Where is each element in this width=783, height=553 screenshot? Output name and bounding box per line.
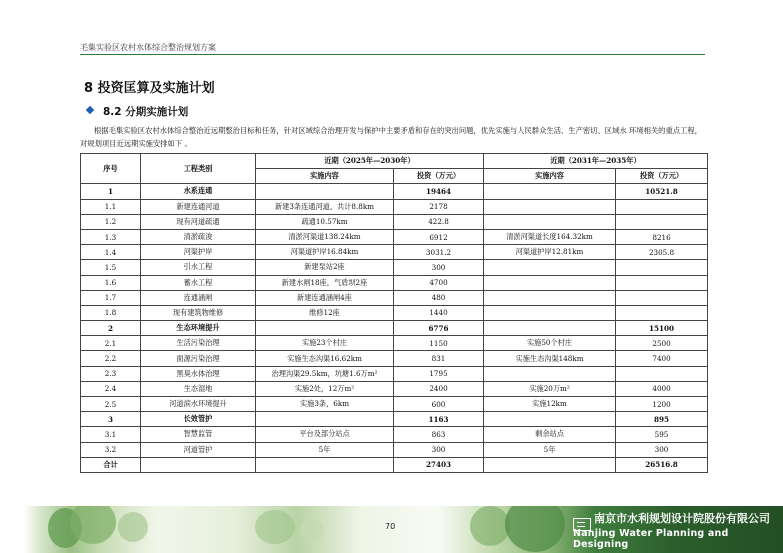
cell-near-content: 实施3条，6km — [256, 397, 394, 412]
cell-far-invest: 300 — [616, 442, 708, 457]
cell-category: 黑臭水体治理 — [141, 366, 256, 381]
cell-far-content — [484, 199, 616, 214]
cell-near-content: 实施23个村庄 — [256, 336, 394, 351]
header-far-invest: 投资（万元） — [616, 169, 708, 184]
cell-no: 2.2 — [81, 351, 141, 366]
table-row — [81, 397, 708, 412]
table-row — [81, 427, 708, 442]
cell-far-invest: 7400 — [616, 351, 708, 366]
cell-far-invest — [616, 366, 708, 381]
cell-far-content — [484, 412, 616, 427]
cell-near-content: 平台及部分站点 — [256, 427, 394, 442]
cell-far-invest: 2500 — [616, 336, 708, 351]
cell-no: 3 — [81, 412, 141, 427]
cell-category: 引水工程 — [141, 260, 256, 275]
cell-far-content: 5年 — [484, 442, 616, 457]
cell-far-invest: 895 — [616, 412, 708, 427]
cell-no: 1.7 — [81, 290, 141, 305]
cell-no: 2 — [81, 321, 141, 336]
company-name-en: Nanjing Water Planning and Designing — [573, 528, 729, 550]
chapter-title: 8 投资匡算及实施计划 — [84, 81, 215, 96]
cell-no: 1.5 — [81, 260, 141, 275]
cell-near-invest: 4700 — [394, 275, 484, 290]
cell-category: 新建连通河道 — [141, 199, 256, 214]
cell-no: 3.1 — [81, 427, 141, 442]
cell-near-invest: 863 — [394, 427, 484, 442]
cell-no: 2.3 — [81, 366, 141, 381]
table-row — [81, 321, 708, 336]
header-near-content: 实施内容 — [256, 169, 394, 184]
cell-category: 连通涵闸 — [141, 290, 256, 305]
cell-far-content — [484, 457, 616, 472]
cell-far-content — [484, 305, 616, 320]
cell-category: 河道滨水环境提升 — [141, 397, 256, 412]
cell-near-invest: 1163 — [394, 412, 484, 427]
cell-no: 2.5 — [81, 397, 141, 412]
cell-no: 1.8 — [81, 305, 141, 320]
cell-far-invest: 595 — [616, 427, 708, 442]
table-row — [81, 336, 708, 351]
cell-no: 1.4 — [81, 245, 141, 260]
cell-near-invest: 19464 — [394, 184, 484, 199]
header-category: 工程类别 — [141, 154, 256, 184]
cell-category: 蓄水工程 — [141, 275, 256, 290]
cell-near-content: 新建3条连通河道，共计8.8km — [256, 199, 394, 214]
cell-near-invest: 1795 — [394, 366, 484, 381]
cell-category: 河渠护岸 — [141, 245, 256, 260]
cell-no: 2.1 — [81, 336, 141, 351]
cell-far-content: 清淤河渠道长度164.32km — [484, 229, 616, 244]
cell-near-content: 治理沟渠29.5km，坑塘1.6万m² — [256, 366, 394, 381]
cell-near-invest: 300 — [394, 442, 484, 457]
intro-paragraph: 根据毛集实验区农村水体综合整治近远期整治目标和任务，针对区域综合治理开发与保护中主要矛盾和存在的突出问题，优先实施与人民群众生活、生产密切、区域水 环境相关的重点工程，对规划项目近远期实施安排如下 。 — [80, 126, 702, 148]
cell-category: 智慧监管 — [141, 427, 256, 442]
table-row — [81, 245, 708, 260]
cell-near-invest: 2178 — [394, 199, 484, 214]
cell-near-invest: 422.8 — [394, 214, 484, 229]
header-near-term: 近期（2025年—2030年） — [256, 154, 484, 169]
cell-far-content — [484, 214, 616, 229]
cell-near-invest: 831 — [394, 351, 484, 366]
cell-no: 合计 — [81, 457, 141, 472]
table-row — [81, 275, 708, 290]
cell-near-content — [256, 184, 394, 199]
cell-near-invest: 3031.2 — [394, 245, 484, 260]
table-row — [81, 412, 708, 427]
cell-category: 河道管护 — [141, 442, 256, 457]
cell-far-invest — [616, 199, 708, 214]
cell-no: 1.6 — [81, 275, 141, 290]
cell-category: 清淤疏浚 — [141, 229, 256, 244]
cell-far-content — [484, 321, 616, 336]
cell-far-content: 实施20万m² — [484, 381, 616, 396]
cell-far-invest: 8216 — [616, 229, 708, 244]
cell-near-content: 实施2处，12万m² — [256, 381, 394, 396]
cell-near-invest: 1440 — [394, 305, 484, 320]
table-row — [81, 260, 708, 275]
cell-no: 1.1 — [81, 199, 141, 214]
cell-category — [141, 457, 256, 472]
cell-near-invest: 1150 — [394, 336, 484, 351]
cell-near-content: 清淤河渠道138.24km — [256, 229, 394, 244]
cell-category: 水系连通 — [141, 184, 256, 199]
cell-far-content: 实施50个村庄 — [484, 336, 616, 351]
cell-far-invest: 4000 — [616, 381, 708, 396]
cell-far-invest — [616, 260, 708, 275]
section-title: 8.2 分期实施计划 — [103, 106, 189, 118]
cell-far-content — [484, 184, 616, 199]
cell-near-invest: 300 — [394, 260, 484, 275]
header-no: 序号 — [81, 154, 141, 184]
cell-near-invest: 27403 — [394, 457, 484, 472]
cell-near-invest: 2400 — [394, 381, 484, 396]
table-row — [81, 457, 708, 472]
cell-far-content: 实施12km — [484, 397, 616, 412]
cell-no: 2.4 — [81, 381, 141, 396]
header-far-content: 实施内容 — [484, 169, 616, 184]
table-row — [81, 366, 708, 381]
phased-plan-table — [80, 153, 708, 473]
header-near-invest: 投资（万元） — [394, 169, 484, 184]
cell-far-invest: 1200 — [616, 397, 708, 412]
cell-far-content: 剩余站点 — [484, 427, 616, 442]
cell-far-content — [484, 366, 616, 381]
cell-no: 1.2 — [81, 214, 141, 229]
cell-far-invest — [616, 305, 708, 320]
company-name-cn: 南京市水利规划设计院股份有限公司 — [594, 512, 770, 525]
cell-near-content — [256, 321, 394, 336]
cell-far-invest — [616, 290, 708, 305]
section-heading — [103, 104, 188, 119]
table-row — [81, 199, 708, 214]
table-row — [81, 351, 708, 366]
cell-category: 现有建筑物维修 — [141, 305, 256, 320]
cell-near-content — [256, 412, 394, 427]
cell-category: 生态环境提升 — [141, 321, 256, 336]
cell-near-content: 河渠道护岸16.84km — [256, 245, 394, 260]
cell-far-invest: 15100 — [616, 321, 708, 336]
cell-near-content: 实施生态沟渠16.62km — [256, 351, 394, 366]
cell-near-content — [256, 457, 394, 472]
cell-far-content: 河渠道护岸12.81km — [484, 245, 616, 260]
cell-category: 面源污染治理 — [141, 351, 256, 366]
diamond-bullet-icon — [86, 106, 94, 114]
cell-category: 现有河道疏通 — [141, 214, 256, 229]
cell-near-content: 新建泵站2座 — [256, 260, 394, 275]
cell-far-content: 实施生态沟渠148km — [484, 351, 616, 366]
cell-near-content: 5年 — [256, 442, 394, 457]
cell-no: 1 — [81, 184, 141, 199]
cell-far-invest — [616, 275, 708, 290]
cell-far-invest: 26516.8 — [616, 457, 708, 472]
page-number: 70 — [385, 522, 396, 531]
cell-near-content: 新建水闸18座，气盾坝2座 — [256, 275, 394, 290]
cell-near-content: 疏通10.57km — [256, 214, 394, 229]
cell-near-content: 维修12座 — [256, 305, 394, 320]
cell-category: 长效管护 — [141, 412, 256, 427]
cell-no: 3.2 — [81, 442, 141, 457]
cell-far-content — [484, 260, 616, 275]
document-header-title: 毛集实验区农村水体综合整治规划方案 — [80, 43, 216, 52]
cell-near-invest: 6776 — [394, 321, 484, 336]
cell-near-content: 新建连通涵闸4座 — [256, 290, 394, 305]
cell-far-invest: 2305.8 — [616, 245, 708, 260]
header-divider — [80, 54, 705, 55]
table-row — [81, 184, 708, 199]
cell-near-invest: 480 — [394, 290, 484, 305]
cell-far-content — [484, 275, 616, 290]
cell-near-invest: 600 — [394, 397, 484, 412]
cell-far-content — [484, 290, 616, 305]
cell-category: 生活污染治理 — [141, 336, 256, 351]
header-long-term: 近期（2031年—2035年） — [484, 154, 708, 169]
table-row — [81, 214, 708, 229]
table-body — [81, 184, 708, 473]
table-row — [81, 290, 708, 305]
cell-far-invest — [616, 214, 708, 229]
cell-no: 1.3 — [81, 229, 141, 244]
cell-far-invest: 10521.8 — [616, 184, 708, 199]
table-row — [81, 305, 708, 320]
table-row — [81, 381, 708, 396]
cell-near-invest: 6912 — [394, 229, 484, 244]
table-row — [81, 229, 708, 244]
table-row — [81, 442, 708, 457]
cell-category: 生态湿地 — [141, 381, 256, 396]
